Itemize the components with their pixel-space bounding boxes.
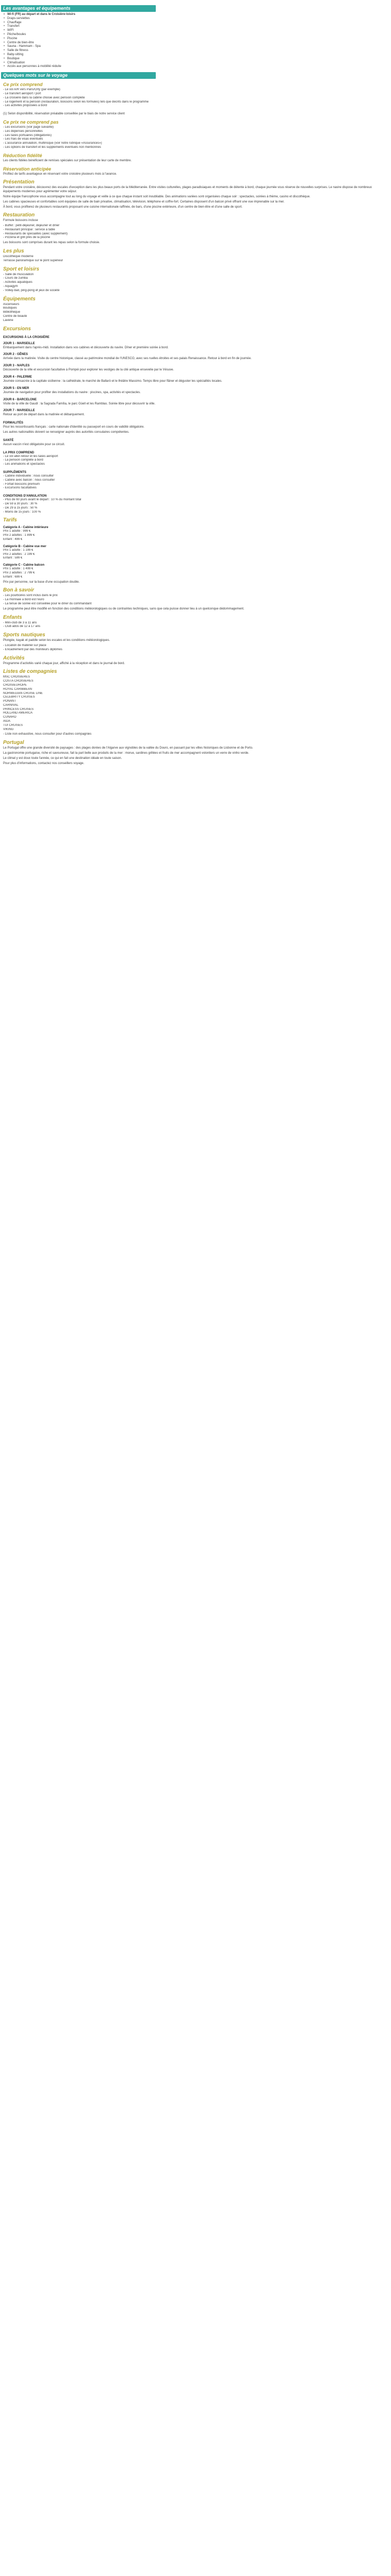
advantage-item: • Chauffage bbox=[3, 21, 385, 25]
equipment-item: Boutiques bbox=[3, 307, 17, 310]
tarifs-note: Prix par personne, sur la base d'une occupation double. bbox=[3, 580, 80, 584]
not-included-heading: Ce prix ne comprend pas bbox=[3, 119, 59, 125]
advantage-item: • Piscine bbox=[3, 37, 385, 41]
formalities-body bbox=[3, 426, 385, 435]
excursion-day-title: JOUR 7 - MARSEILLE bbox=[3, 409, 35, 413]
supplements-heading: SUPPLÉMENTS bbox=[3, 471, 27, 474]
supplements-list bbox=[3, 474, 385, 490]
restaurant-item: - Buffet : petit-déjeuner, déjeuner et dîner bbox=[3, 224, 60, 228]
excursion-day-title: JOUR 6 - BARCELONE bbox=[3, 398, 37, 401]
condition-item: - Plus de 60 jours avant le départ : 10 % du montant total bbox=[3, 498, 82, 502]
included-list bbox=[3, 88, 385, 108]
company-item: PONANT bbox=[3, 700, 17, 703]
conditions-heading: CONDITIONS D'ANNULATION bbox=[3, 495, 47, 498]
restaurant-item: - Pizzeria et grill près de la piscine bbox=[3, 236, 51, 240]
conditions-list bbox=[3, 498, 385, 514]
excursion-day-title: JOUR 2 - GÊNES bbox=[3, 353, 28, 357]
tarif-price: Prix 1 adulte : 1 499 € bbox=[3, 567, 34, 571]
section-bar-advantages: Les avantages et équipements bbox=[1, 5, 156, 12]
portugal-paragraph: Pour plus d'informations, contactez nos conseillers voyage. bbox=[3, 761, 85, 765]
good-to-know-item: - La tenue de soirée est conseillée pour le dîner du commandant bbox=[3, 602, 92, 605]
good-to-know-list bbox=[3, 594, 385, 606]
portugal-body bbox=[3, 747, 385, 766]
equipment-item: Ascenseurs bbox=[3, 302, 20, 306]
sport-item: - Salle de musculation bbox=[3, 273, 34, 276]
prices-list bbox=[3, 455, 385, 467]
presentation-body bbox=[3, 186, 385, 209]
health-text: Aucun vaccin n'est obligatoire pour ce circuit. bbox=[3, 443, 65, 446]
formalities-heading: FORMALITÉS bbox=[3, 421, 23, 425]
portugal-paragraph: Le Portugal offre une grande diversité de paysages : des plages dorées de l'Algarve aux vignobles de la vallée du Douro, en passant par les villes historiques de Lisbonne et de Porto. bbox=[3, 747, 253, 750]
categories-note: - Liste non exhaustive, nous consulter pour d'autres compagnies bbox=[3, 733, 92, 736]
water-item: - Encadrement par des moniteurs diplômés bbox=[3, 648, 62, 651]
advantages-list bbox=[3, 13, 385, 69]
bars-item: Discothèque moderne bbox=[3, 255, 34, 259]
good-to-know-item: - Les pourboires sont inclus dans le prix bbox=[3, 594, 58, 598]
not-included-item: - Les excursions (voir page suivante) bbox=[3, 125, 54, 129]
company-item: MSC CROISIÈRES bbox=[3, 675, 30, 679]
advantage-item: • Wi-fi (FR) au départ et dans le Croisière-loisirs bbox=[3, 13, 385, 17]
categories-list bbox=[3, 675, 385, 732]
advantage-item: • Transfert bbox=[3, 25, 385, 29]
equipment-item: Centre de beauté bbox=[3, 315, 27, 318]
advantage-item: • Pêche/boules bbox=[3, 33, 385, 37]
kids-item: - Club ados de 12 à 17 ans bbox=[3, 625, 41, 629]
sports-list bbox=[3, 273, 385, 293]
early-text: Profitez de tarifs avantageux en réservant votre croisière plusieurs mois à l'avance. bbox=[3, 172, 117, 176]
excursion-day-text: Visite de la ville de Gaudí : la Sagrada Família, le parc Güell et les Ramblas. Soirée libre pour découvrir la ville. bbox=[3, 402, 156, 405]
bars-heading: Les plus bbox=[3, 248, 24, 255]
included-item: - Le vol A/R vers Paris/Orly (par exemple) bbox=[3, 88, 60, 92]
not-included-item: - Les taxes portuaires (obligatoires) bbox=[3, 133, 52, 137]
company-item: CUNARD bbox=[3, 716, 17, 719]
water-item: - Location de matériel sur place bbox=[3, 643, 46, 647]
not-included-item: - L'assurance annulation, multirisque (voir notre rubrique «Assurances») bbox=[3, 142, 102, 145]
portugal-paragraph: Le climat y est doux toute l'année, ce qui en fait une destination idéale en toute saison. bbox=[3, 756, 122, 760]
early-heading: Réservation anticipée bbox=[3, 166, 52, 172]
quick-section bbox=[3, 82, 385, 766]
company-item: PRINCESS CRUISES bbox=[3, 707, 34, 711]
condition-item: - Moins de 15 jours : 100 % bbox=[3, 510, 41, 514]
company-item: NORWEGIAN CRUISE LINE bbox=[3, 691, 43, 695]
good-to-know-item: - La monnaie à bord est l'euro bbox=[3, 598, 44, 602]
sport-item: - Cours de zumba bbox=[3, 277, 28, 280]
company-item: CELEBRITY CRUISES bbox=[3, 696, 35, 699]
equipment-item: Laverie bbox=[3, 318, 13, 322]
supplement-item: - Forfait boissons premium bbox=[3, 482, 40, 486]
not-included-item: - Les frais de visas éventuels bbox=[3, 138, 43, 141]
advantages-section bbox=[3, 13, 385, 69]
bars-item: Terrasse panoramique sur le pont supérieur bbox=[3, 259, 63, 262]
tarifs-heading: Tarifs bbox=[3, 517, 17, 523]
excursions-heading: Excursions bbox=[3, 326, 31, 332]
price-item: - Le vol aller-retour et les taxes aéroport bbox=[3, 454, 58, 458]
company-item: HOLLAND AMERICA bbox=[3, 711, 33, 715]
price-item: - Les animations et spectacles bbox=[3, 463, 45, 466]
excursion-day-text: Embarquement dans l'après-midi. Installation dans vos cabines et découverte du navire. Dîner et première soirée à bord. bbox=[3, 346, 169, 349]
kids-heading: Enfants bbox=[3, 614, 22, 620]
restaurants-list bbox=[3, 224, 385, 240]
water-text: Plongée, kayak et paddle selon les escales et les conditions météorologiques. bbox=[3, 639, 110, 642]
kids-list bbox=[3, 621, 385, 630]
excursions-intro: EXCURSIONS À LA CROISIÈRE bbox=[3, 335, 50, 339]
supplement-item: - Cabine individuelle : nous consulter bbox=[3, 474, 54, 478]
presentation-heading: Présentation bbox=[3, 179, 35, 185]
activities-heading: Activités bbox=[3, 655, 25, 661]
water-heading: Sports nautiques bbox=[3, 632, 45, 638]
excursion-day-text: Journée consacrée à la capitale sicilienne : la cathédrale, le marché de Ballarò et le théâtre Massimo. Temps libre pour flâner et déguster les spécialités locales. bbox=[3, 380, 222, 383]
company-item: TUI CRUISES bbox=[3, 723, 23, 727]
not-included-list bbox=[3, 126, 385, 150]
sport-item: - Activités aquatiques bbox=[3, 281, 32, 284]
not-included-item: - Les options de transfert et les suppléments éventuels non mentionnés bbox=[3, 145, 101, 149]
excursions-body bbox=[3, 342, 385, 418]
good-to-know-heading: Bon à savoir bbox=[3, 587, 35, 594]
advantage-item: • Salle de fitness bbox=[3, 49, 385, 53]
portugal-paragraph: La gastronomie portugaise, riche et savoureuse, fait la part belle aux produits de la mer : morue, sardines grillées et fruits de mer accompagnent volontiers un verre de vinho verde. bbox=[3, 752, 249, 755]
excursion-day-title: JOUR 5 - EN MER bbox=[3, 386, 29, 390]
company-item: CARNIVAL bbox=[3, 703, 19, 707]
sports-heading: Sport et loisirs bbox=[3, 266, 40, 272]
tarif-category: Catégorie B - Cabine vue mer bbox=[3, 545, 46, 548]
advantage-item: • Centre de bien-être bbox=[3, 41, 385, 45]
advantage-item: • WIFI bbox=[3, 29, 385, 33]
advantage-item: • Sauna - Hammam - Spa bbox=[3, 45, 385, 49]
included-item: - Les activités proposées à bord bbox=[3, 104, 47, 108]
excursion-day-title: JOUR 3 - NAPLES bbox=[3, 364, 30, 368]
tarifs-body bbox=[3, 526, 385, 579]
supplement-item: - Excursions facultatives bbox=[3, 486, 37, 490]
prices-heading: LA PRIX COMPREND bbox=[3, 451, 35, 454]
tarif-price: Prix 1 adulte : 999 € bbox=[3, 530, 31, 533]
categories-heading: Listes de compagnies bbox=[3, 669, 57, 675]
excursion-day-text: Journée de navigation pour profiter des installations du navire : piscines, spa, activités et spectacles. bbox=[3, 391, 141, 394]
advantage-item: • Boutique bbox=[3, 57, 385, 61]
section-bar-quick: Quelques mots sur le voyage bbox=[1, 72, 156, 79]
restaurants-heading: Restauration bbox=[3, 212, 35, 218]
price-item: - La pension complète à bord bbox=[3, 459, 43, 462]
kids-item: - Mini-club de 3 à 11 ans bbox=[3, 621, 37, 624]
company-item: COSTA CROISIÈRES bbox=[3, 680, 34, 683]
condition-item: - De 29 à 15 jours : 50 % bbox=[3, 506, 38, 510]
included-heading: Ce prix comprend bbox=[3, 82, 43, 88]
restaurant-item: - Restaurants de spécialités (avec supplément) bbox=[3, 232, 68, 235]
excursion-day-title: JOUR 1 - MARSEILLE bbox=[3, 342, 35, 345]
included-item: - Le logement et la pension (restauration, boissons selon les formules) tels que décrits dans le programme bbox=[3, 100, 149, 104]
tarif-category: Catégorie A - Cabine intérieure bbox=[3, 526, 48, 530]
loyalty-text: Les clients fidèles bénéficient de remises spéciales sur présentation de leur carte de membre. bbox=[3, 159, 132, 162]
tarif-price: Enfant : 599 € bbox=[3, 556, 23, 560]
company-item: ROYAL CARIBBEAN bbox=[3, 687, 32, 691]
good-to-know-para: Le programme peut être modifié en fonction des conditions météorologiques ou de contraintes techniques, sans que cela puisse donner lieu à un quelconque dédommagement. bbox=[3, 607, 245, 611]
tarif-price: Enfant : 699 € bbox=[3, 575, 23, 579]
equipment-heading: Équipements bbox=[3, 296, 36, 302]
formalities-paragraph: Pour les ressortissants français : carte nationale d'identité ou passeport en cours de validité obligatoire. bbox=[3, 426, 144, 429]
formalities-paragraph: Les autres nationalités doivent se renseigner auprès des autorités consulaires compétentes. bbox=[3, 431, 129, 434]
water-list bbox=[3, 644, 385, 652]
included-item: - La croisière dans la cabine choisie avec pension complète bbox=[3, 96, 85, 99]
restaurants-intro: Formule boissons incluse bbox=[3, 219, 38, 223]
presentation-paragraph: Notre équipe francophone vous accompagne tout au long du voyage et veille à ce que chaque instant soit inoubliable. Des animations variées sont organisées chaque soir : spectacles, soirées à thème, casino et discothèque. bbox=[3, 195, 311, 198]
restaurant-item: - Restaurant principal : service à table bbox=[3, 228, 55, 231]
tarif-price: Prix 2 adultes : 1 899 € bbox=[3, 534, 35, 537]
portugal-heading: Portugal bbox=[3, 740, 24, 746]
activities-text: Programme d'activités varié chaque jour, affiché à la réception et dans le journal de bord. bbox=[3, 662, 125, 665]
tarif-price: Prix 1 adulte : 1 199 € bbox=[3, 548, 34, 552]
included-note: (1) Selon disponibilité, réservation préalable conseillée par le biais de notre service client bbox=[3, 112, 125, 116]
company-item: VIKING bbox=[3, 727, 14, 731]
tarif-category: Catégorie C - Cabine balcon bbox=[3, 564, 45, 567]
advantage-item: • Baby-sitting bbox=[3, 53, 385, 57]
presentation-paragraph: Pendant votre croisière, découvrez des escales d'exception dans les plus beaux ports de la Méditerranée. Entre visites culturelles, plages paradisiaques et moments de détente à bord, chaque journée vous réserve de nouvelles surprises. Le navire dispose de nombreux équipements modernes pour agrémenter votre séjour. bbox=[3, 186, 372, 194]
equipment-list bbox=[3, 303, 385, 323]
advantage-item: • Accès aux personnes à mobilité réduite bbox=[3, 65, 385, 69]
health-heading: SANTÉ bbox=[3, 438, 14, 442]
company-item: CROISIEUROPE bbox=[3, 683, 27, 687]
company-item: AIDA bbox=[3, 720, 11, 723]
presentation-paragraph: À bord, vous profiterez de plusieurs restaurants proposant une cuisine internationale raffinée, de bars, d'une piscine extérieure, d'un centre de bien-être et d'une salle de sport. bbox=[3, 205, 242, 209]
sport-item: - Volley-ball, ping-pong et jeux de société bbox=[3, 289, 60, 292]
excursion-day-text: Découverte de la ville et excursion facultative à Pompéi pour explorer les vestiges de la cité antique ensevelie par le Vésuve. bbox=[3, 368, 174, 372]
sport-item: - Aquagym bbox=[3, 285, 18, 289]
excursion-day-title: JOUR 4 - PALERME bbox=[3, 376, 32, 379]
advantage-item: • Climatisation bbox=[3, 61, 385, 65]
equipment-item: Bibliothèque bbox=[3, 311, 21, 314]
not-included-item: - Les dépenses personnelles bbox=[3, 129, 43, 133]
tarif-price: Enfant : 499 € bbox=[3, 537, 23, 541]
tarif-price: Prix 2 adultes : 2 799 € bbox=[3, 571, 35, 574]
excursion-day-text: Retour au port de départ dans la matinée et débarquement. bbox=[3, 413, 85, 417]
tarif-price: Prix 2 adultes : 2 199 € bbox=[3, 552, 35, 556]
included-item: - Le transfert aéroport / port bbox=[3, 92, 41, 95]
excursion-day-text: Arrivée dans la matinée. Visite du centre historique, classé au patrimoine mondial de l'UNESCO, avec ses ruelles étroites et ses palais Renaissance. Retour à bord en fin de journée. bbox=[3, 357, 252, 361]
restaurants-note: Les boissons sont comprises durant les repas selon la formule choisie. bbox=[3, 241, 100, 245]
loyalty-heading: Réduction fidélité bbox=[3, 152, 42, 158]
bars-list bbox=[3, 255, 385, 263]
advantage-item: • Draps-serviettes bbox=[3, 17, 385, 21]
presentation-paragraph: Les cabines spacieuses et confortables sont équipées de salle de bain privative, climatisation, télévision, téléphone et coffre-fort. Certaines disposent d'un balcon privé offrant une vue imprenable sur la mer. bbox=[3, 200, 285, 204]
condition-item: - De 59 à 30 jours : 30 % bbox=[3, 502, 38, 505]
supplement-item: - Cabine avec balcon : nous consulter bbox=[3, 478, 55, 482]
